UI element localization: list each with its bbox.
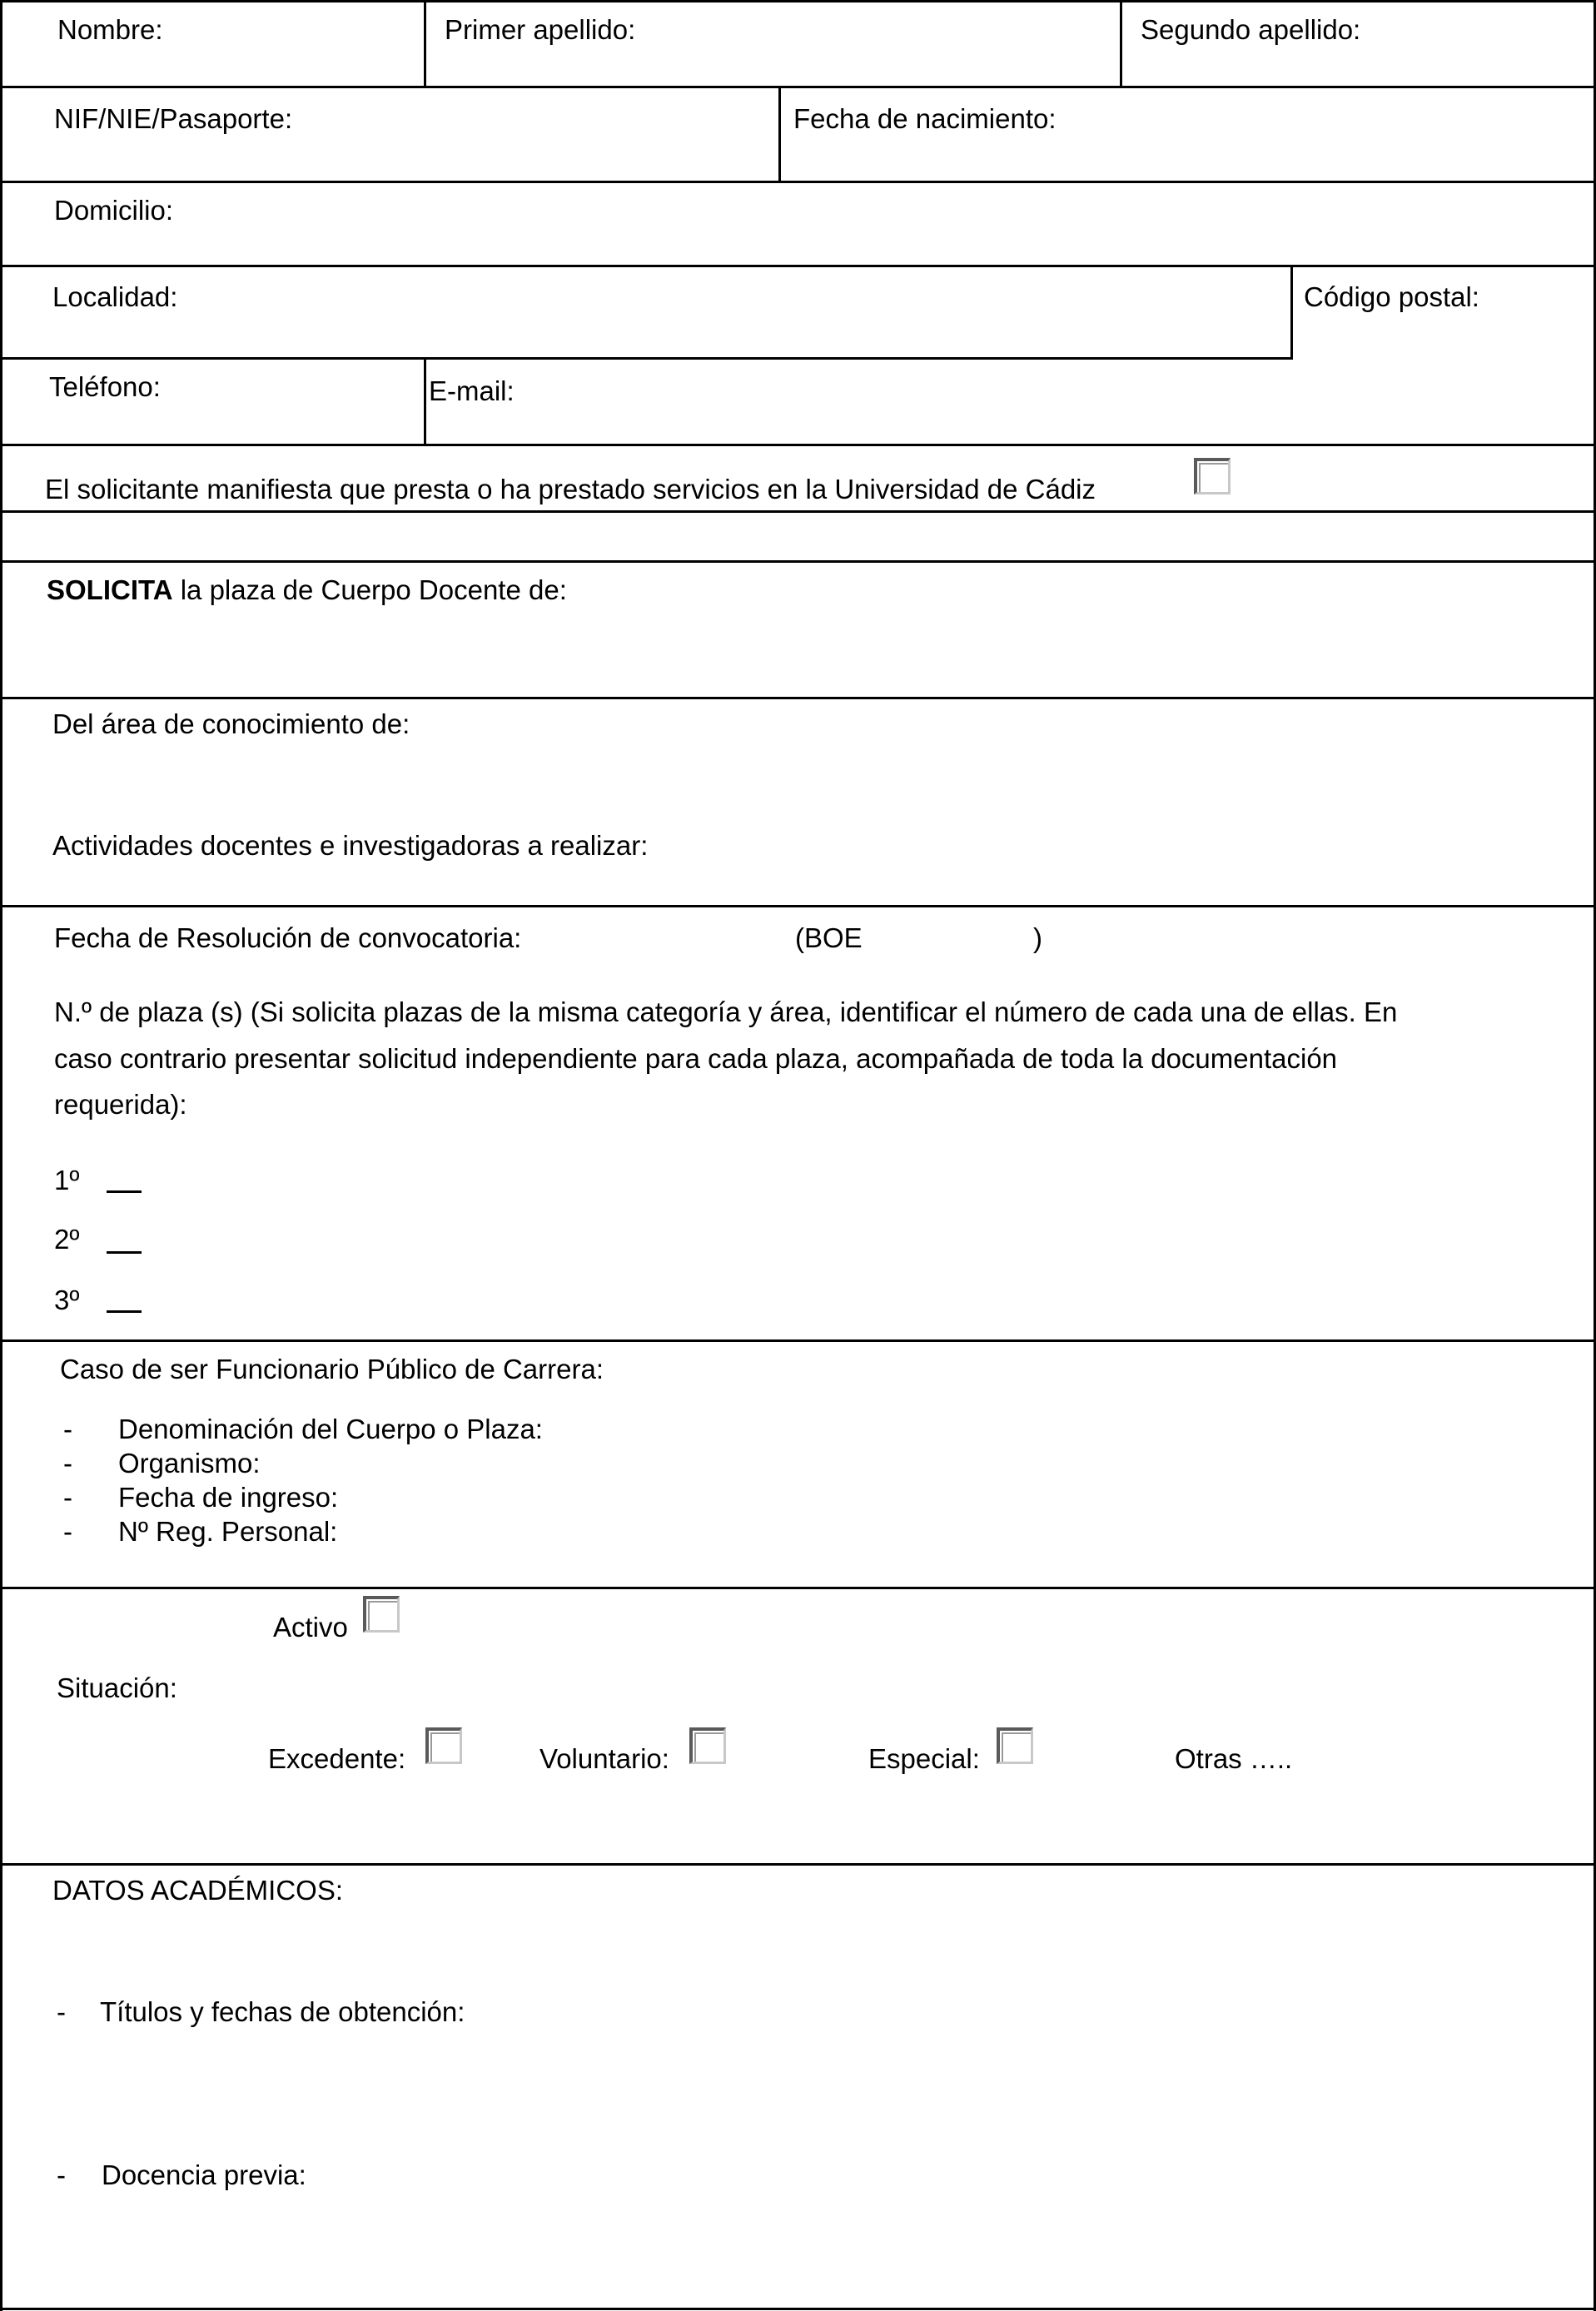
- list-bullet: -: [57, 2159, 66, 2190]
- docencia-label: Docencia previa:: [102, 2159, 306, 2190]
- funcionario-title: Caso de ser Funcionario Público de Carrera:: [60, 1354, 604, 1384]
- divider: [0, 697, 1596, 699]
- divider: [1120, 0, 1122, 87]
- fecha-resolucion-label: Fecha de Resolución de convocatoria:: [54, 922, 522, 953]
- list-bullet: -: [63, 1414, 72, 1444]
- divider: [424, 0, 426, 87]
- divider: [0, 357, 1293, 360]
- divider: [424, 358, 426, 445]
- divider: [0, 1339, 1596, 1342]
- divider: [0, 0, 1596, 2]
- boe-close: ): [1033, 922, 1042, 953]
- servicios-checkbox[interactable]: [1194, 458, 1231, 495]
- funcionario-item: Nº Reg. Personal:: [118, 1516, 338, 1547]
- divider: [0, 2308, 1596, 2310]
- localidad-label: Localidad:: [52, 281, 178, 312]
- fecha-nacimiento-label: Fecha de nacimiento:: [793, 103, 1057, 134]
- funcionario-item: Fecha de ingreso:: [118, 1482, 339, 1513]
- primer-apellido-label: Primer apellido:: [445, 14, 636, 45]
- list-bullet: -: [57, 1996, 66, 2027]
- divider: [0, 560, 1596, 563]
- academicos-title: DATOS ACADÉMICOS:: [52, 1875, 344, 1906]
- plaza-ordinal-1: 1º: [54, 1165, 80, 1195]
- divider: [778, 87, 781, 182]
- excedente-checkbox[interactable]: [425, 1727, 462, 1764]
- plaza-blank-1[interactable]: [107, 1190, 142, 1193]
- nombre-label: Nombre:: [57, 14, 163, 45]
- divider: [0, 510, 1596, 513]
- funcionario-item: Denominación del Cuerpo o Plaza:: [118, 1414, 543, 1444]
- domicilio-label: Domicilio:: [54, 195, 174, 226]
- funcionario-item: Organismo:: [118, 1448, 261, 1479]
- plaza-instructions-line: caso contrario presentar solicitud independiente para cada plaza, acompañada de toda la documentación: [54, 1043, 1338, 1074]
- list-bullet: -: [63, 1516, 72, 1547]
- solicita-text: la plaza de Cuerpo Docente de:: [180, 574, 567, 605]
- especial-checkbox[interactable]: [997, 1727, 1033, 1764]
- divider: [0, 181, 1596, 183]
- actividades-label: Actividades docentes e investigadoras a realizar:: [52, 830, 649, 861]
- telefono-label: Teléfono:: [49, 371, 161, 402]
- plaza-ordinal-2: 2º: [54, 1224, 80, 1255]
- divider: [0, 905, 1596, 907]
- divider: [0, 265, 1596, 267]
- divider: [0, 1863, 1596, 1866]
- otras-label: Otras …..: [1175, 1743, 1293, 1774]
- plaza-instructions-line: requerida):: [54, 1089, 187, 1120]
- email-label: E-mail:: [429, 375, 515, 406]
- situacion-label: Situación:: [57, 1672, 177, 1703]
- especial-label: Especial:: [868, 1743, 980, 1774]
- titulos-label: Títulos y fechas de obtención:: [100, 1996, 465, 2027]
- solicita-line: [47, 574, 567, 607]
- activo-checkbox[interactable]: [363, 1596, 400, 1633]
- solicita-keyword: SOLICITA: [47, 574, 173, 605]
- excedente-label: Excedente:: [268, 1743, 406, 1774]
- divider: [0, 444, 1596, 446]
- plaza-instructions-line: N.º de plaza (s) (Si solicita plazas de la misma categoría y área, identificar el número de cada una de ellas. En: [54, 996, 1398, 1027]
- plaza-blank-2[interactable]: [107, 1251, 142, 1254]
- voluntario-label: Voluntario:: [539, 1743, 669, 1774]
- servicios-text: El solicitante manifiesta que presta o ha prestado servicios en la Universidad de Cádiz: [45, 474, 1096, 504]
- divider: [0, 1587, 1596, 1589]
- codigo-postal-label: Código postal:: [1304, 281, 1479, 312]
- divider: [0, 86, 1596, 88]
- divider: [0, 0, 2, 2311]
- voluntario-checkbox[interactable]: [689, 1727, 726, 1764]
- segundo-apellido-label: Segundo apellido:: [1141, 14, 1361, 45]
- list-bullet: -: [63, 1448, 72, 1479]
- plaza-ordinal-3: 3º: [54, 1285, 80, 1315]
- divider: [1290, 266, 1293, 360]
- nif-label: NIF/NIE/Pasaporte:: [54, 103, 293, 134]
- area-label: Del área de conocimiento de:: [52, 708, 410, 739]
- plaza-blank-3[interactable]: [107, 1310, 142, 1313]
- activo-label: Activo: [273, 1612, 348, 1643]
- list-bullet: -: [63, 1482, 72, 1513]
- boe-open: (BOE: [795, 922, 863, 953]
